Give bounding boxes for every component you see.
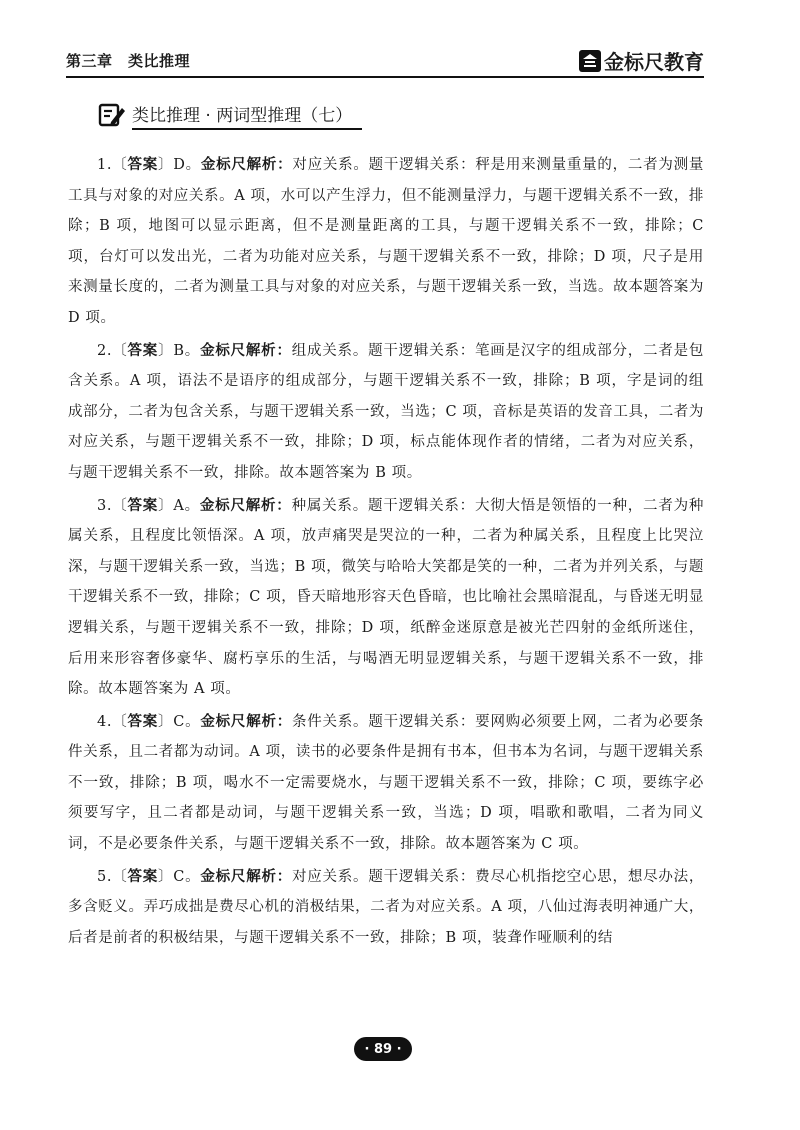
answer-number: 3. bbox=[97, 497, 113, 514]
analysis-label: 金标尺解析： bbox=[199, 497, 292, 514]
answer-bracket-close: 〕 bbox=[158, 713, 174, 730]
page-number: · 89 · bbox=[354, 1037, 412, 1061]
answer-list bbox=[68, 150, 704, 955]
answer-item-4 bbox=[68, 707, 704, 860]
analysis-text: 组成关系。题干逻辑关系：笔画是汉字的组成部分，二者是包含关系。A 项，语法不是语序的组成部分，与题干逻辑关系不一致，排除；B 项，字是词的组成部分，二者为包含关系，与题干逻辑关系一致，当选；C 项，音标是英语的发音工具，二者为对应关系，与题干逻辑关系不一致，排除；D 项，标点能体现作者的情绪，二者为对应关系，与题干逻辑关系不一致，排除。故本题答案为 B 项。 bbox=[68, 342, 704, 481]
section-title: 类比推理 · 两词型推理（七） bbox=[132, 101, 362, 130]
answer-label: 答案 bbox=[127, 157, 158, 173]
answer-bracket-open: 〔 bbox=[112, 157, 128, 173]
answer-item-2 bbox=[68, 336, 704, 489]
answer-number: 5. bbox=[97, 868, 113, 885]
edit-note-icon bbox=[98, 101, 126, 129]
answer-label: 答案 bbox=[127, 342, 159, 359]
answer-value: A。 bbox=[173, 497, 200, 514]
answer-number: 1. bbox=[97, 157, 113, 173]
analysis-text: 对应关系。题干逻辑关系：费尽心机指挖空心思，想尽办法，多含贬义。弄巧成拙是费尽心机的消极结果，二者为对应关系。A 项，八仙过海表明神通广大，后者是前者的积极结果，与题干逻辑关系不一致，排除；B 项，装聋作哑顺利的结 bbox=[68, 868, 704, 946]
analysis-label: 金标尺解析： bbox=[200, 342, 292, 359]
answer-item-3 bbox=[68, 491, 704, 705]
header-divider bbox=[66, 76, 704, 78]
answer-value: C。 bbox=[173, 713, 201, 730]
answer-bracket-open: 〔 bbox=[112, 342, 128, 359]
answer-bracket-open: 〔 bbox=[112, 868, 128, 885]
page-header bbox=[66, 46, 704, 76]
analysis-text: 条件关系。题干逻辑关系：要网购必须要上网，二者为必要条件关系，且二者都为动词。A 项，读书的必要条件是拥有书本，但书本为名词，与题干逻辑关系不一致，排除；B 项，喝水不一定需要烧水，与题干逻辑关系不一致，排除；C 项，要练字必须要写字，且二者都是动词，与题干逻辑关系一致，当选；D 项，唱歌和歌唱，二者为同义词，不是必要条件关系，与题干逻辑关系不一致，排除。故本题答案为 C 项。 bbox=[68, 713, 704, 853]
answer-item-1 bbox=[68, 150, 704, 334]
answer-number: 2. bbox=[97, 342, 113, 359]
analysis-label: 金标尺解析： bbox=[200, 157, 293, 173]
answer-label: 答案 bbox=[127, 497, 159, 514]
brand-logo-icon bbox=[579, 50, 601, 72]
analysis-text: 种属关系。题干逻辑关系：大彻大悟是领悟的一种，二者为种属关系，且程度比领悟深。A 项，放声痛哭是哭泣的一种，二者为种属关系，且程度上比哭泣深，与题干逻辑关系一致，当选；B 项，微笑与哈哈大笑都是笑的一种，二者为并列关系，与题干逻辑关系不一致，排除；C 项，昏天暗地形容天色昏暗，也比喻社会黑暗混乱，与昏迷无明显逻辑关系，与题干逻辑关系不一致，排除；D 项，纸醉金迷原意是被光芒四射的金纸所迷住，后用来形容奢侈豪华、腐朽享乐的生活，与喝酒无明显逻辑关系，与题干逻辑关系不一致，排除。故本题答案为 A 项。 bbox=[68, 497, 704, 698]
answer-number: 4. bbox=[97, 713, 113, 730]
answer-value: B。 bbox=[173, 342, 201, 359]
answer-bracket-close: 〕 bbox=[158, 868, 174, 885]
answer-bracket-open: 〔 bbox=[112, 497, 128, 514]
section-heading bbox=[98, 98, 362, 132]
analysis-text: 对应关系。题干逻辑关系：秤是用来测量重量的，二者为测量工具与对象的对应关系。A 项，水可以产生浮力，但不能测量浮力，与题干逻辑关系不一致，排除；B 项，地图可以显示距离，但不是测量距离的工具，与题干逻辑关系不一致，排除；C 项，台灯可以发出光，二者为功能对应关系，与题干逻辑关系不一致，排除；D 项，尺子是用来测量长度的，二者为测量工具与对象的对应关系，与题干逻辑关系一致，当选。故本题答案为 D 项。 bbox=[68, 157, 705, 326]
answer-item-5 bbox=[68, 862, 704, 954]
analysis-label: 金标尺解析： bbox=[200, 868, 292, 885]
answer-bracket-open: 〔 bbox=[112, 713, 128, 730]
answer-label: 答案 bbox=[127, 868, 159, 885]
answer-bracket-close: 〕 bbox=[157, 157, 174, 173]
answer-value: D。 bbox=[173, 157, 201, 173]
analysis-label: 金标尺解析： bbox=[200, 713, 292, 730]
answer-value: C。 bbox=[173, 868, 201, 885]
chapter-title: 第三章 类比推理 bbox=[66, 52, 191, 70]
brand-logo bbox=[579, 46, 704, 75]
brand-name: 金标尺教育 bbox=[604, 50, 704, 74]
answer-label: 答案 bbox=[127, 713, 159, 730]
answer-bracket-close: 〕 bbox=[158, 497, 174, 514]
answer-bracket-close: 〕 bbox=[158, 342, 174, 359]
